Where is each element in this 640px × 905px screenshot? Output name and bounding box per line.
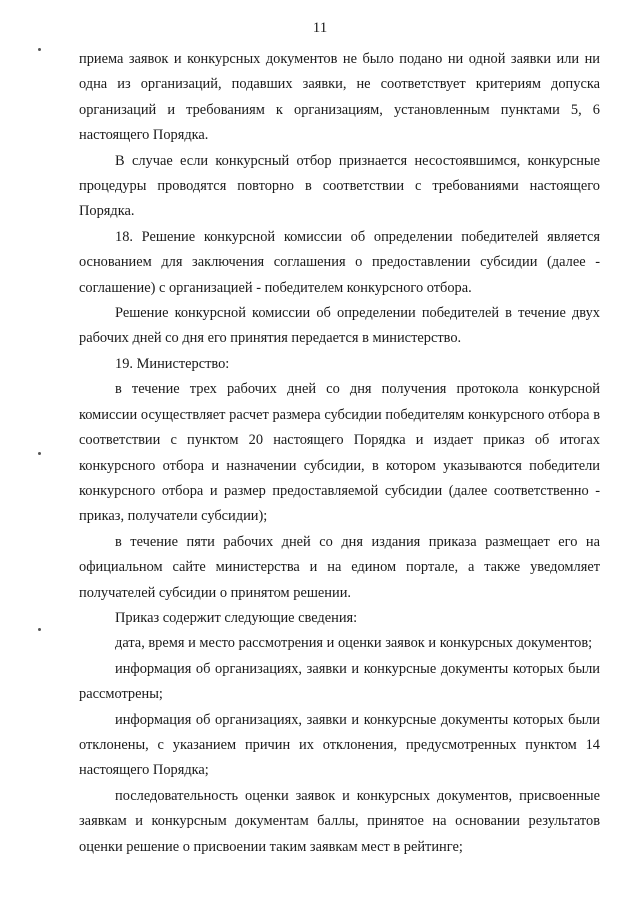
paragraph: 19. Министерство: [115, 355, 230, 372]
paragraph: в течение трех рабочих дней со дня получения протокола конкурсной комиссии осуществляет расчет размера субсидии победителям конкурсного отбора в соответствии с пунктом 20 настоящего Порядка и издает приказ об итогах конкурсного отбора и назначении субсидии, в котором указываются победители конкурсного отбора и размер предоставляемой субсидии (далее соответственно - приказ, получатели субсидии); [79, 381, 600, 525]
scan-margin-mark [38, 452, 41, 455]
paragraph: В случае если конкурсный отбор признается несостоявшимся, конкурсные процедуры проводятся повторно в соответствии с требованиями настоящего Порядка. [79, 152, 600, 220]
paragraph: в течение пяти рабочих дней со дня издания приказа размещает его на официальном сайте министерства и на едином портале, а также уведомляет получателей субсидии о принятом решении. [79, 533, 600, 601]
paragraph: приема заявок и конкурсных документов не было подано ни одной заявки или ни одна из организаций, подавших заявки, не соответствует критериям допуска организаций и требованиям к организациям, установленным пунктами 5, 6 настоящего Порядка. [79, 51, 600, 144]
paragraph: информация об организациях, заявки и конкурсные документы которых были отклонены, с указанием причин их отклонения, предусмотренных пунктом 14 настоящего Порядка; [79, 711, 600, 779]
document-body [79, 47, 600, 860]
paragraph: Решение конкурсной комиссии об определении победителей в течение двух рабочих дней со дня его принятия передается в министерство. [79, 305, 600, 347]
scan-margin-mark [38, 48, 41, 51]
paragraph: Приказ содержит следующие сведения: [115, 609, 358, 626]
paragraph: последовательность оценки заявок и конкурсных документов, присвоенные заявкам и конкурсным документам баллы, принятое на основании результатов оценки решение о присвоении таким заявкам мест в рейтинге; [79, 787, 600, 855]
paragraph: 18. Решение конкурсной комиссии об определении победителей является основанием для заключения соглашения о предоставлении субсидии (далее - соглашение) с организацией - победителем конкурсного отбора. [79, 228, 600, 296]
page-number: 11 [312, 20, 328, 36]
paragraph: информация об организациях, заявки и конкурсные документы которых были рассмотрены; [79, 660, 600, 703]
paragraph: дата, время и место рассмотрения и оценки заявок и конкурсных документов; [115, 635, 593, 652]
scan-margin-mark [38, 628, 41, 631]
